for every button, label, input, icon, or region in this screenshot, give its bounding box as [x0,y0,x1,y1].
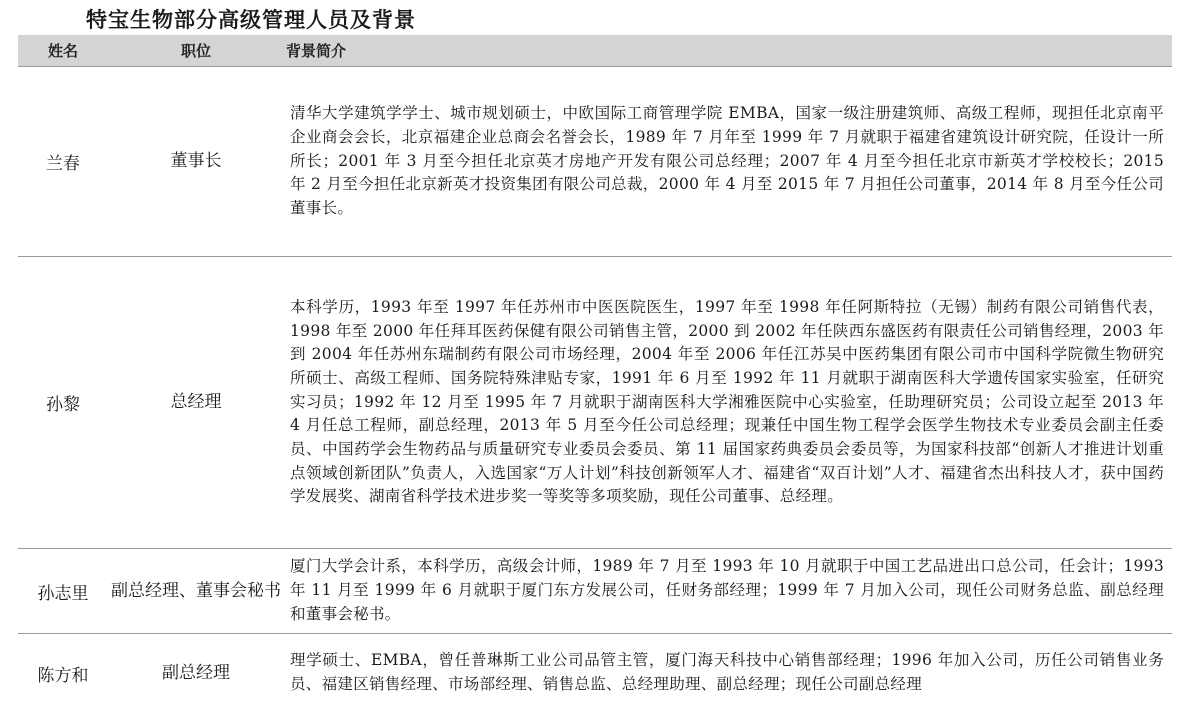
table-row [18,67,1172,257]
person-position: 董事长 [108,67,284,257]
header-position: 职位 [108,35,284,67]
management-table [18,35,1172,712]
table-row [18,549,1172,634]
header-background: 背景简介 [284,35,1172,67]
person-position: 副总经理 [108,634,284,712]
person-position: 总经理 [108,257,284,549]
table-row [18,257,1172,549]
table-title: 特宝生物部分高级管理人员及背景 [86,4,416,34]
person-name: 兰春 [18,67,108,257]
person-name: 陈方和 [18,634,108,712]
table-row [18,634,1172,712]
person-name: 孙黎 [18,257,108,549]
person-background: 清华大学建筑学学士、城市规划硕士，中欧国际工商管理学院 EMBA，国家一级注册建筑师、高级工程师，现担任北京南平企业商会会长，北京福建企业总商会名誉会长，1989 年 7 月年至 1999 年 7 月就职于福建省建筑设计研究院，任设计一所所长；2001 年 3 月至今担任北京英才房地产开发有限公司总经理；2007 年 4 月至今担任北京市新英才学校校长；2015 年 2 月至今担任北京新英才投资集团有限公司总裁，2000 年 4 月至 2015 年 7 月担任公司董事，2014 年 8 月至今任公司董事长。 [284,67,1172,257]
person-position: 副总经理、董事会秘书 [108,549,284,634]
table-header-row [18,35,1172,67]
person-background: 本科学历，1993 年至 1997 年任苏州市中医医院医生，1997 年至 1998 年任阿斯特拉（无锡）制药有限公司销售代表，1998 年至 2000 年任拜耳医药保健有限公司销售主管，2000 到 2002 年任陕西东盛医药有限责任公司销售经理，2003 年到 2004 年任苏州东瑞制药有限公司市场经理，2004 年至 2006 年任江苏吴中医药集团有限公司市中国科学院微生物研究所硕士、高级工程师、国务院特殊津贴专家，1991 年 6 月至 1992 年 11 月就职于湖南医科大学遗传国家实验室，任研究实习员；1992 年 12 月至 1995 年 7 月就职于湖南医科大学湘雅医院中心实验室，任助理研究员；公司设立起至 2013 年 4 月任总工程师，副总经理，2013 年 5 月至今任公司总经理；现兼任中国生物工程学会医学生物技术专业委员会副主任委员、中国药学会生物药品与质量研究专业委员会委员、第 11 届国家药典委员会委员等，为国家科技部“创新人才推进计划重点领域创新团队”负责人，入选国家“万人计划”科技创新领军人才、福建省“双百计划”人才、福建省杰出科技人才，获中国药学发展奖、湖南省科学技术进步奖一等奖等多项奖励，现任公司董事、总经理。 [284,257,1172,549]
header-name: 姓名 [18,35,108,67]
person-background: 厦门大学会计系，本科学历，高级会计师，1989 年 7 月至 1993 年 10 月就职于中国工艺品进出口总公司，任会计；1993 年 11 月至 1999 年 6 月就职于厦门东方发展公司，任财务部经理；1999 年 7 月加入公司，现任公司财务总监、副总经理和董事会秘书。 [284,549,1172,634]
person-name: 孙志里 [18,549,108,634]
person-background: 理学硕士、EMBA，曾任普琳斯工业公司品管主管，厦门海天科技中心销售部经理；1996 年加入公司，历任公司销售业务员、福建区销售经理、市场部经理、销售总监、总经理助理、副总经理；现任公司副总经理 [284,634,1172,712]
